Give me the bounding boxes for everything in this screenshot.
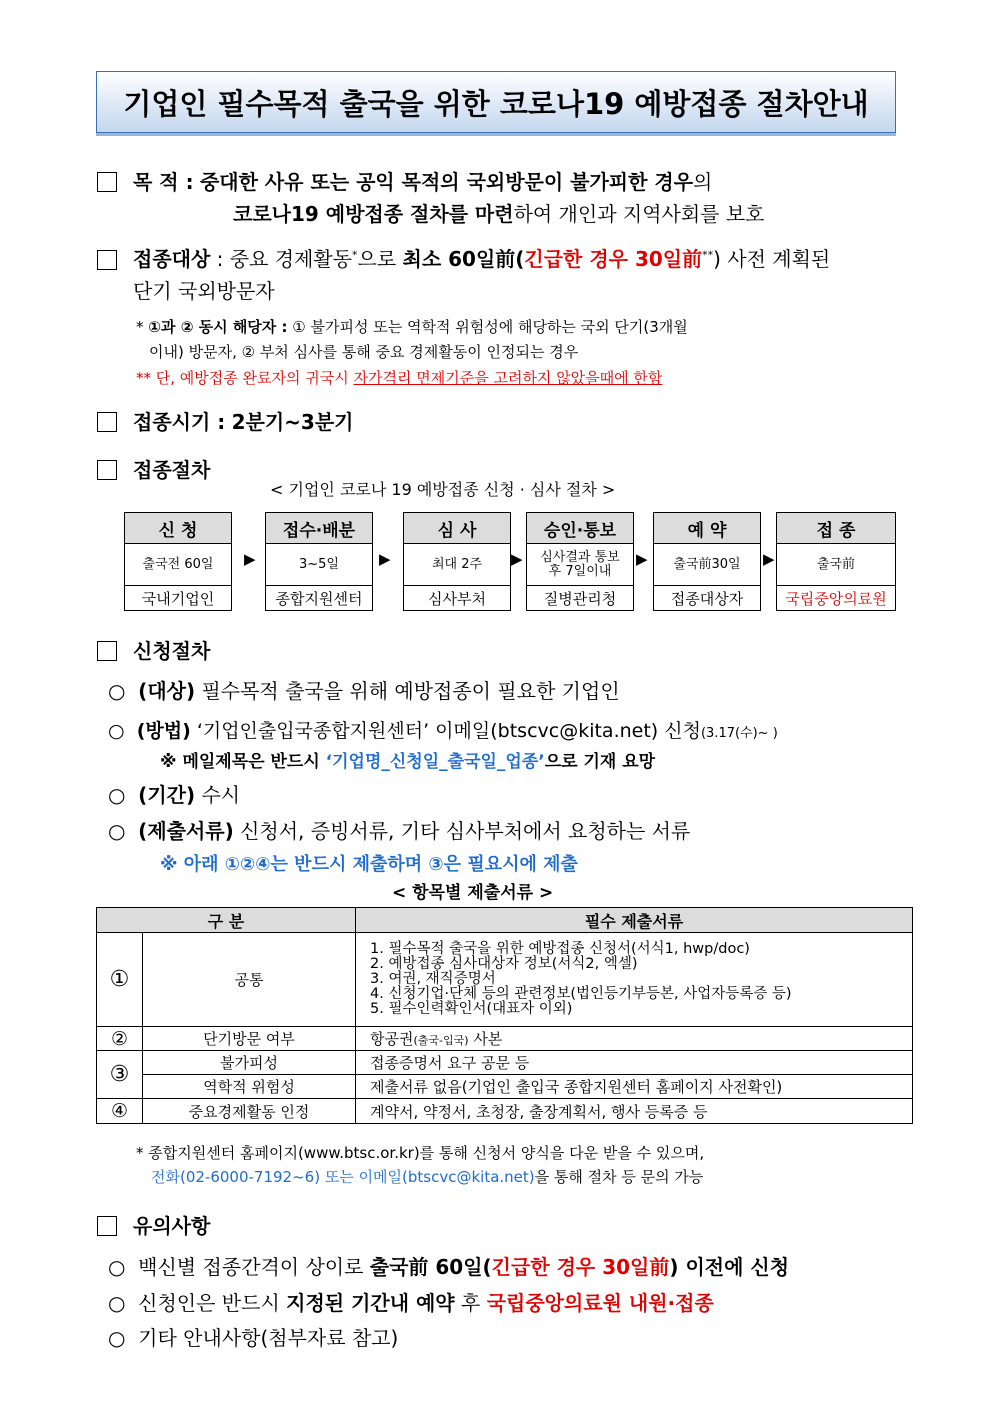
purpose-text-rest: 의 <box>693 170 713 194</box>
apply-label: 신청절차 <box>133 639 211 663</box>
bullet-icon: ○ <box>108 819 126 843</box>
flow-step-actor: 질병관리청 <box>543 589 617 608</box>
bullet-icon: ○ <box>108 1291 126 1315</box>
flow-step-actor: 국립중앙의료원 <box>785 589 887 608</box>
flow-step-6 <box>776 512 896 611</box>
note1-star: * <box>136 318 144 336</box>
target-t5: ) 사전 계획된 <box>713 247 831 271</box>
flow-arrow-icon: ▶ <box>636 550 648 568</box>
purpose-line2 <box>233 198 764 227</box>
apply-item-tag: (제출서류) <box>138 819 234 843</box>
target-sup1: * <box>352 248 358 262</box>
apply-item-date: (3.17(수)~ ) <box>700 726 778 741</box>
note1-bold: ①과 ② 동시 해당자 : <box>148 318 288 336</box>
notes-bold-end: ) 이전에 신청 <box>669 1255 790 1279</box>
list-item: 2. 예방접종 심사대상자 정보(서식2, 엑셀) <box>370 956 638 972</box>
row-documents: 제출서류 없음(기업인 출입국 종합지원센터 홈페이지 사전확인) <box>356 1075 913 1099</box>
document-title: 기업인 필수목적 출국을 위한 코로나19 예방접종 절차안내 <box>123 86 869 121</box>
footnote-text: 종합지원센터 홈페이지(www.btsc.or.kr)를 통해 신청서 양식을 다운 받을 수 있으며, <box>148 1144 705 1162</box>
purpose-text-bold: 중대한 사유 또는 공익 목적의 국외방문이 불가피한 경우 <box>199 170 694 194</box>
target-urgent: 긴급한 경우 30일前 <box>524 247 703 271</box>
apply-item-target <box>108 675 620 704</box>
list-item: 3. 여권, 재직증명서 <box>370 971 496 987</box>
row-category: 중요경제활동 인정 <box>143 1099 356 1124</box>
apply-item-method <box>108 716 778 743</box>
bullet-icon: ○ <box>108 783 126 807</box>
row-number: ④ <box>97 1099 143 1124</box>
apply-item-docs <box>108 815 690 844</box>
row-category: 역학적 위험성 <box>143 1075 356 1099</box>
row-documents: 접종증명서 요구 공문 등 <box>356 1051 913 1075</box>
table-row <box>97 1099 913 1124</box>
procedure-label: 접종절차 <box>133 458 211 482</box>
notes-item-1 <box>108 1251 789 1280</box>
section-checkbox-target <box>97 250 117 270</box>
note1-rest: ① 불가피성 또는 역학적 위험성에 해당하는 국외 단기(3개월 <box>292 318 688 336</box>
ticket-suffix: 사본 <box>468 1030 503 1048</box>
flow-step-actor: 종합지원센터 <box>275 589 363 608</box>
flow-step-actor: 심사부처 <box>428 589 486 608</box>
flow-step-actor: 접종대상자 <box>670 589 744 608</box>
notes-text: 신청인은 반드시 <box>138 1291 287 1315</box>
notes-item-2 <box>108 1287 714 1316</box>
row-number: ① <box>97 933 143 1027</box>
flow-step-head: 승인·통보 <box>527 513 633 544</box>
bullet-icon: ○ <box>108 679 126 703</box>
flow-step-duration: 출국前30일 <box>654 544 760 586</box>
footnote-star: * <box>136 1144 144 1162</box>
purpose-line2-bold: 코로나19 예방접종 절차를 마련 <box>233 202 514 226</box>
flow-arrow-icon: ▶ <box>763 550 775 568</box>
flow-step-head: 신 청 <box>125 513 231 544</box>
docs-table <box>96 907 913 1124</box>
flow-step-2 <box>265 512 373 611</box>
apply-item-tag: (대상) <box>138 679 196 703</box>
flow-step-head: 예 약 <box>654 513 760 544</box>
target-min-days: 최소 60일前( <box>402 247 525 271</box>
document-title-box <box>96 71 896 133</box>
mail-note-format: ‘기업명_신청일_출국일_업종’ <box>325 752 545 772</box>
target-note2 <box>136 367 662 388</box>
footnote-line1 <box>136 1142 704 1163</box>
notes-text-mid: 후 <box>454 1291 487 1315</box>
list-item: 5. 필수인력확인서(대표자 이외) <box>370 1001 573 1017</box>
flow-step-1 <box>124 512 232 611</box>
section-checkbox-period <box>97 412 117 432</box>
list-item: 1. 필수목적 출국을 위한 예방접종 신청서(서식1, hwp/doc) <box>370 941 750 957</box>
docs-header-category: 구 분 <box>97 908 356 933</box>
flow-arrow-icon: ▶ <box>379 550 391 568</box>
period-label: 접종시기 : <box>133 410 226 434</box>
row-documents <box>356 933 913 1027</box>
footnote-line2 <box>151 1166 703 1187</box>
row-number: ② <box>97 1027 143 1051</box>
flow-step-head: 심 사 <box>404 513 510 544</box>
row-number: ③ <box>97 1051 143 1099</box>
docs-table-title: < 항목별 제출서류 > <box>392 883 554 903</box>
notes-bold: 지정된 기간내 예약 <box>286 1291 455 1315</box>
target-activity: 중요 경제활동 <box>229 247 353 271</box>
flow-step-4 <box>526 512 634 611</box>
flow-step-duration: 심사결과 통보후 7일이내 <box>527 544 633 586</box>
period-line <box>133 406 353 435</box>
apply-item-text: 필수목적 출국을 위해 예방접종이 필요한 기업인 <box>201 679 620 703</box>
apply-item-text: 수시 <box>201 783 241 807</box>
flow-step-actor: 국내기업인 <box>141 589 215 608</box>
apply-item-tag: (방법) <box>136 720 191 742</box>
bullet-icon: ○ <box>108 1255 126 1279</box>
table-row <box>97 933 913 1027</box>
bullet-icon: ○ <box>108 720 125 742</box>
procedure-subtitle: < 기업인 코로나 19 예방접종 신청 · 심사 절차 > <box>270 480 616 499</box>
period-value: 2분기~3분기 <box>231 410 354 434</box>
section-checkbox-apply <box>97 641 117 661</box>
section-checkbox-procedure <box>97 460 117 480</box>
flow-step-duration: 출국前 <box>777 544 895 586</box>
section-checkbox-purpose <box>97 172 117 192</box>
notes-item-3 <box>108 1322 398 1351</box>
list-item: 4. 신청기업·단체 등의 관련정보(법인등기부등본, 사업자등록증 등) <box>370 986 792 1002</box>
section-checkbox-notes <box>97 1216 117 1236</box>
note2-underline: 자가격리 면제기준을 고려하지 않았을때에 한함 <box>353 369 663 387</box>
row-category: 불가피성 <box>143 1051 356 1075</box>
notes-bold: 출국前 60일( <box>369 1255 492 1279</box>
table-row <box>97 1051 913 1075</box>
apply-item-text: 신청서, 증빙서류, 기타 심사부처에서 요청하는 서류 <box>240 819 691 843</box>
target-line2: 단기 국외방문자 <box>133 279 275 303</box>
notes-label: 유의사항 <box>133 1214 211 1238</box>
mail-note-suffix: 으로 기재 요망 <box>544 752 656 772</box>
flow-step-duration: 최대 2주 <box>404 544 510 586</box>
notes-red: 국립중앙의료원 내원·접종 <box>486 1291 714 1315</box>
row-documents: 계약서, 약정서, 초청장, 출장계획서, 행사 등록증 등 <box>356 1099 913 1124</box>
submit-note: ※ 아래 ①②④는 반드시 제출하며 ③은 필요시에 제출 <box>160 854 578 875</box>
table-row <box>97 1075 913 1099</box>
notes-red: 긴급한 경우 30일前 <box>491 1255 670 1279</box>
footnote-contact: 전화(02-6000-7192~6) 또는 이메일(btscvc@kita.net) <box>151 1168 535 1186</box>
mail-note-prefix: ※ 메일제목은 반드시 <box>160 752 326 772</box>
purpose-line2-rest: 하여 개인과 지역사회를 보호 <box>513 202 765 226</box>
flow-step-3 <box>403 512 511 611</box>
table-row <box>97 1027 913 1051</box>
ticket-text: 항공권 <box>370 1030 414 1048</box>
target-label: 접종대상 <box>133 247 211 271</box>
target-sep: : <box>210 247 230 271</box>
purpose-line1 <box>133 166 712 195</box>
docs-header-required: 필수 제출서류 <box>356 908 913 933</box>
target-note1-line2: 이내) 방문자, ② 부처 심사를 통해 중요 경제활동이 인정되는 경우 <box>149 343 579 361</box>
target-line1 <box>133 243 830 272</box>
notes-text: 기타 안내사항(첨부자료 참고) <box>138 1326 399 1350</box>
note2-prefix: ** 단, 예방접종 완료자의 귀국시 <box>136 369 349 387</box>
docs-table-header-row <box>97 908 913 933</box>
apply-item-period <box>108 779 240 808</box>
flow-arrow-icon: ▶ <box>511 550 523 568</box>
footnote-contact-rest: 을 통해 절차 등 문의 가능 <box>534 1168 704 1186</box>
apply-item-tag: (기간) <box>138 783 196 807</box>
flow-step-duration: 출국전 60일 <box>125 544 231 586</box>
flow-arrow-icon: ▶ <box>244 550 256 568</box>
target-note1 <box>136 316 688 337</box>
flow-step-duration: 3~5일 <box>266 544 372 586</box>
flow-step-head: 접 종 <box>777 513 895 544</box>
flow-step-5 <box>653 512 761 611</box>
ticket-note: (출국-입국) <box>413 1034 469 1047</box>
apply-item-text: ‘기업인출입국종합지원센터’ 이메일(btscvc@kita.net) 신청 <box>196 720 701 742</box>
mail-subject-note <box>160 747 655 772</box>
row-documents <box>356 1027 913 1051</box>
target-sup2: ** <box>702 248 714 262</box>
row-category: 단기방문 여부 <box>143 1027 356 1051</box>
bullet-icon: ○ <box>108 1326 126 1350</box>
purpose-label: 목 적 : <box>133 170 194 194</box>
flow-step-head: 접수·배분 <box>266 513 372 544</box>
target-t2: 으로 <box>357 247 403 271</box>
row-category: 공통 <box>143 933 356 1027</box>
notes-text: 백신별 접종간격이 상이로 <box>138 1255 370 1279</box>
